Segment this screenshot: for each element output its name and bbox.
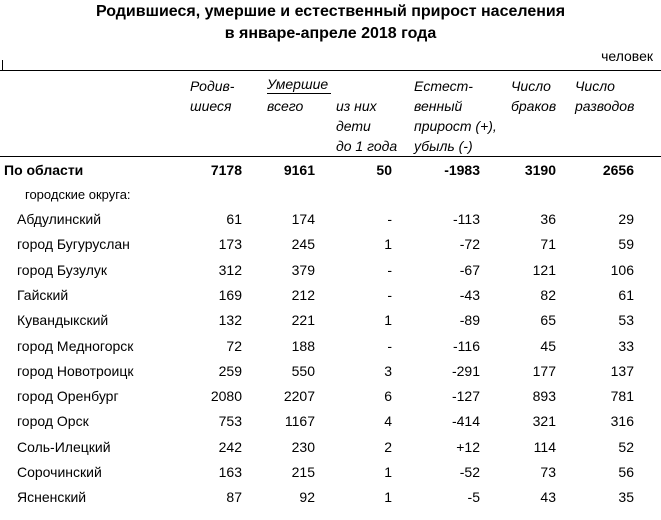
col-header-divorces: Число разводов (575, 78, 635, 114)
table-row (0, 435, 661, 460)
cell-deaths-infant: 3 (384, 362, 392, 379)
cell-deaths-total: 92 (299, 489, 315, 506)
unit-label: человек (601, 48, 653, 64)
col-header-marriages: Число браков (511, 78, 557, 114)
cell-natural-growth: -116 (453, 337, 480, 354)
cell-births: 312 (218, 261, 242, 278)
table-row (0, 460, 661, 485)
table-row (0, 283, 661, 308)
header-bottom-rule (0, 156, 661, 157)
cell-divorces: 29 (618, 211, 634, 227)
row-name: По области (4, 162, 84, 178)
cell-marriages: 177 (532, 362, 556, 379)
table-row (0, 232, 661, 257)
cell-births: 132 (218, 312, 242, 329)
cell-births: 242 (218, 438, 242, 455)
cell-marriages: 121 (532, 261, 556, 278)
cell-deaths-infant: - (387, 211, 392, 227)
cell-deaths-total: 188 (291, 337, 315, 354)
cell-natural-growth: -127 (451, 388, 480, 405)
cell-marriages: 36 (540, 211, 556, 227)
row-name: Абдулинский (17, 211, 102, 227)
cell-divorces: 106 (610, 261, 634, 278)
col-header-natural-growth: Естест- венный прирост (+), убыль (-) (414, 78, 497, 154)
cell-divorces: 137 (610, 362, 634, 379)
cell-natural-growth: -67 (459, 261, 480, 278)
cell-marriages: 73 (540, 464, 556, 480)
cell-natural-growth: -291 (451, 362, 480, 379)
page-subtitle: в январе-апреле 2018 года (224, 25, 437, 42)
cell-natural-growth: +12 (456, 438, 480, 455)
table-row (0, 207, 661, 232)
row-name: город Оренбург (17, 388, 119, 405)
cell-natural-growth: -5 (467, 489, 480, 506)
cell-deaths-infant: 50 (376, 162, 392, 178)
cell-marriages: 43 (540, 489, 556, 506)
row-name: Кувандыкский (17, 312, 109, 329)
row-name: Сорочинский (17, 464, 102, 480)
cell-marriages: 114 (533, 438, 556, 455)
cell-deaths-total: 174 (291, 211, 315, 227)
cell-deaths-infant: 1 (384, 464, 392, 480)
cell-deaths-total: 230 (291, 438, 315, 455)
cell-deaths-total: 215 (291, 464, 315, 480)
cell-divorces: 52 (618, 438, 634, 455)
cell-divorces: 53 (618, 312, 634, 329)
row-name: Соль-Илецкий (17, 438, 111, 455)
page-title: Родившиеся, умершие и естественный прирост населения (95, 3, 566, 20)
cell-divorces: 2656 (602, 162, 634, 178)
cell-deaths-total: 221 (291, 312, 315, 329)
cell-births: 7178 (210, 162, 242, 178)
cell-deaths-infant: 6 (384, 388, 392, 405)
cell-divorces: 316 (610, 413, 634, 430)
table-row (0, 334, 661, 359)
cell-births: 61 (226, 211, 242, 227)
col-header-births: Родив- шиеся (190, 78, 235, 114)
cell-deaths-total: 245 (291, 236, 315, 253)
table-row (0, 384, 661, 409)
row-name: город Новотроицк (17, 362, 134, 379)
row-name: город Медногорск (17, 337, 134, 354)
row-name: город Бугуруслан (17, 236, 130, 253)
cell-births: 2080 (210, 388, 242, 405)
col-header-deaths-total: всего (267, 98, 304, 114)
cell-deaths-infant: 1 (384, 236, 392, 253)
table-row (0, 258, 661, 283)
cell-deaths-infant: 2 (384, 438, 392, 455)
cell-divorces: 33 (618, 337, 634, 354)
table-row (0, 359, 661, 384)
header-top-rule (0, 70, 661, 71)
cell-divorces: 35 (618, 489, 634, 506)
cell-births: 753 (218, 413, 242, 430)
cell-natural-growth: -1983 (444, 162, 480, 178)
cell-natural-growth: -89 (459, 312, 480, 329)
row-name: Ясненский (17, 489, 87, 506)
header-left-tick (2, 60, 3, 70)
cell-marriages: 893 (532, 388, 556, 405)
cell-births: 72 (226, 337, 242, 354)
cell-deaths-total: 379 (291, 261, 315, 278)
cell-deaths-infant: 1 (384, 312, 392, 329)
cell-births: 163 (218, 464, 242, 480)
cell-marriages: 65 (540, 312, 556, 329)
cell-divorces: 61 (618, 286, 634, 303)
cell-marriages: 3190 (524, 162, 556, 178)
cell-births: 169 (218, 286, 242, 303)
cell-births: 259 (218, 362, 242, 379)
col-header-deaths-infant: из них дети до 1 года (336, 98, 398, 154)
cell-marriages: 45 (540, 337, 556, 354)
cell-natural-growth: -52 (459, 464, 480, 480)
section-subheading: городские округа: (25, 187, 131, 202)
table-row (0, 308, 661, 333)
table-row-total (0, 158, 661, 183)
cell-divorces: 59 (618, 236, 634, 253)
cell-deaths-total: 550 (291, 362, 315, 379)
cell-marriages: 71 (540, 236, 556, 253)
cell-births: 87 (226, 489, 242, 506)
row-name: город Орск (17, 413, 89, 430)
table-row (0, 485, 661, 510)
cell-natural-growth: -414 (451, 413, 480, 430)
row-name: Гайский (17, 286, 69, 303)
table-row (0, 409, 661, 434)
cell-deaths-infant: 4 (384, 413, 392, 430)
row-name: город Бузулук (17, 261, 108, 278)
cell-natural-growth: -113 (453, 211, 480, 227)
cell-divorces: 781 (610, 388, 634, 405)
cell-deaths-infant: - (387, 337, 392, 354)
cell-natural-growth: -43 (459, 286, 480, 303)
cell-deaths-infant: 1 (384, 489, 392, 506)
cell-deaths-total: 9161 (283, 162, 315, 178)
cell-deaths-total: 212 (291, 286, 315, 303)
cell-deaths-infant: - (387, 261, 392, 278)
cell-marriages: 82 (540, 286, 556, 303)
cell-deaths-total: 2207 (283, 388, 315, 405)
cell-deaths-infant: - (387, 286, 392, 303)
cell-deaths-total: 1167 (284, 413, 315, 430)
cell-marriages: 321 (532, 413, 556, 430)
cell-divorces: 56 (618, 464, 634, 480)
cell-births: 173 (218, 236, 242, 253)
col-header-deaths-group: Умершие (267, 76, 331, 94)
cell-natural-growth: -72 (459, 236, 480, 253)
